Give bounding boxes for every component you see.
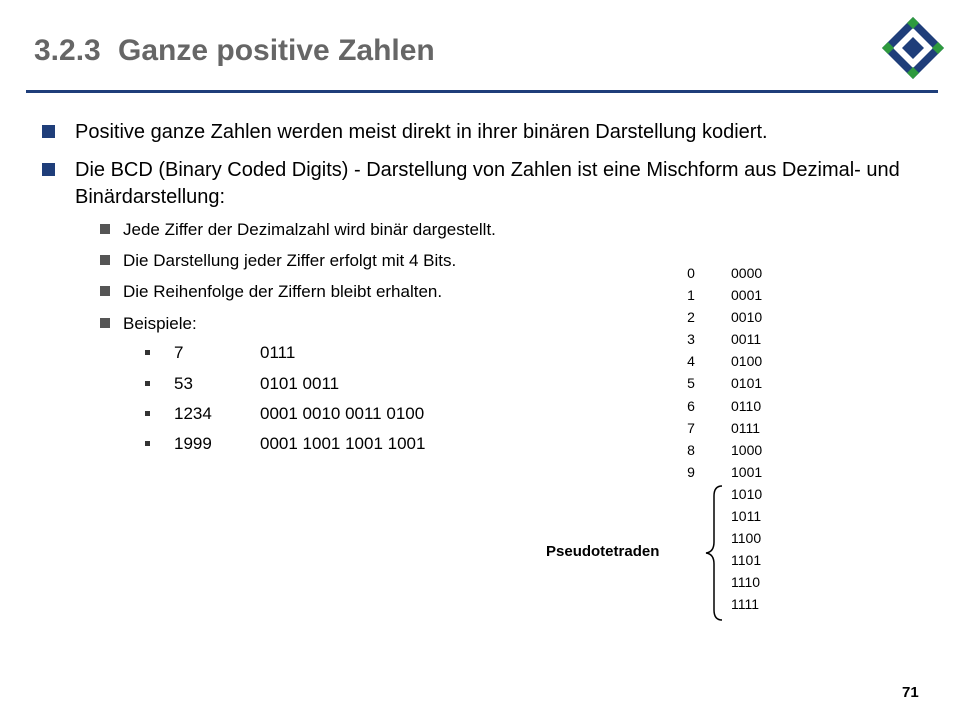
bullet-square-icon [42,125,55,138]
sub-bullet-square-icon [100,255,110,265]
sub-bullet-square-icon [100,224,110,234]
table-binary: 0000 [731,265,763,281]
table-binary: 0111 [731,419,761,436]
section-number: 3.2.3 [34,34,101,67]
bullet-square-icon [42,163,55,176]
example-decimal: 1999 [174,434,212,453]
title-text: Ganze positive Zahlen [118,34,435,67]
sub-bullet-square-icon [100,286,110,296]
table-binary: 0011 [731,331,762,348]
table-binary: 1110 [731,574,761,591]
sub-bullet-item [123,313,197,335]
table-digit: 5 [687,375,695,392]
table-digit: 7 [687,419,695,436]
example-square-icon [145,411,150,416]
table-binary: 0101 [731,375,763,392]
example-item [174,373,339,395]
sub-bullet-text: Jede Ziffer der Dezimalzahl wird binär dargestellt. [123,220,496,239]
bullet-item [75,157,915,211]
example-bcd: 0001 0010 0011 0100 [260,404,425,423]
example-square-icon [145,350,150,355]
bullet-text: Positive ganze Zahlen werden meist direkt in ihrer binären Darstellung kodiert. [75,121,768,143]
table-binary: 1000 [731,441,763,458]
sub-bullet-square-icon [100,318,110,328]
example-item [174,403,424,425]
table-digit: 4 [687,353,695,370]
title-divider [26,90,938,93]
pseudotetraden-label: Pseudotetraden [546,543,660,560]
sub-bullet-text: Die Reihenfolge der Ziffern bleibt erhalten. [123,282,443,301]
sub-bullet-item [123,250,456,272]
example-bcd: 0111 [260,343,296,362]
table-binary: 1100 [731,530,762,547]
page-number: 71 [902,684,919,701]
table-digit: 6 [687,397,695,414]
example-bcd: 0001 1001 1001 1001 [260,434,426,453]
example-item [174,433,425,455]
table-digit: 2 [687,309,695,326]
table-binary: 1001 [731,463,763,480]
table-digit: 9 [687,463,695,480]
example-square-icon [145,381,150,386]
table-binary: 1010 [731,485,763,502]
table-binary: 0001 [731,287,763,304]
table-digit: 0 [687,265,695,281]
table-binary: 1111 [731,596,760,613]
example-square-icon [145,441,150,446]
table-binary: 1101 [731,552,762,569]
table-digit: 3 [687,331,695,348]
table-binary: 0100 [731,353,763,370]
example-decimal: 1234 [174,404,212,423]
sub-bullet-item [123,281,442,303]
sub-bullet-text: Beispiele: [123,314,197,333]
example-bcd: 0101 0011 [260,374,340,393]
table-binary: 1011 [731,508,762,525]
table-binary: 0010 [731,309,763,326]
example-item [174,342,295,364]
sub-bullet-item [123,219,496,241]
curly-brace-icon [702,484,724,622]
table-digit: 8 [687,441,695,458]
bullet-item [75,119,915,146]
example-decimal: 53 [174,374,193,393]
table-binary: 0110 [731,397,762,414]
bullet-text: Die BCD (Binary Coded Digits) - Darstellung von Zahlen ist eine Mischform aus Dezimal- und Binärdarstellung: [75,159,900,208]
diamond-logo-icon [880,15,946,81]
example-decimal: 7 [174,343,184,362]
slide-title [34,34,435,68]
sub-bullet-text: Die Darstellung jeder Ziffer erfolgt mit 4 Bits. [123,251,457,270]
table-digit: 1 [687,287,695,304]
